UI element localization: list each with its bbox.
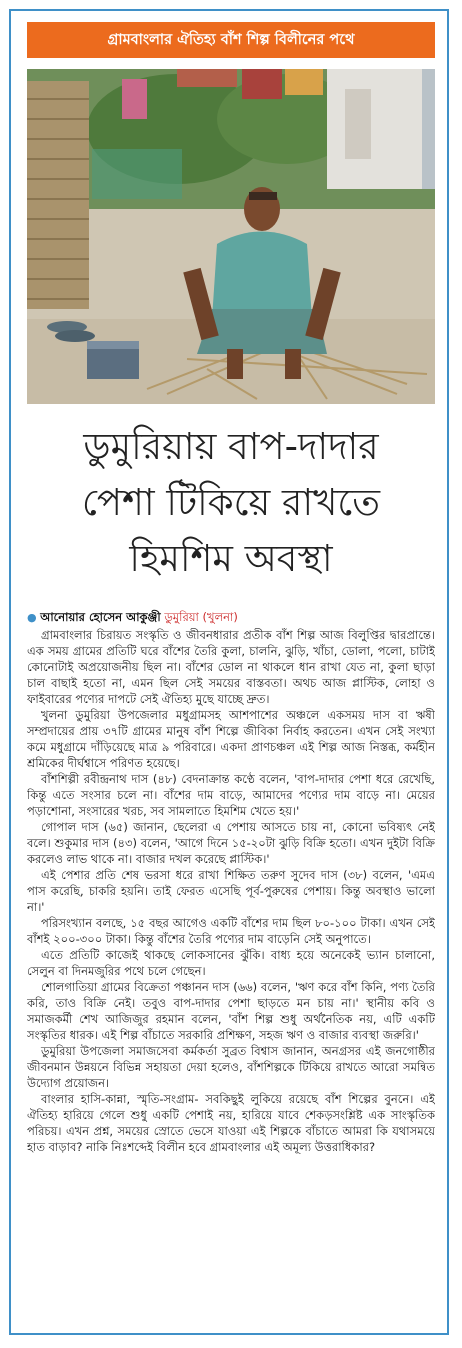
paragraph: শোলগাতিয়া গ্রামের বিক্রেতা পঞ্চানন দাস (৬৬) বলেন, 'ঋণ করে বাঁশ কিনি, পণ্য তৈরি করি, তাও বিক্রি নেই। তবুও বাপ-দাদার পেশা ছাড়তে মন চায় না।' স্থানীয় কবি ও সমাজকর্মী শেখ আজিজুর রহমান বলেন, 'বাঁশ শিল্প শুধু অর্থনৈতিক নয়, এটি একটি সংস্কৃতির ধারক। এই শিল্প বাঁচাতে সরকারি প্রশিক্ষণ, সহজ ঋণ ও বাজার ব্যবস্থা জরুরি।' (27, 980, 435, 1042)
paragraph: এই পেশার প্রতি শেষ ভরসা ধরে রাখা শিক্ষিত তরুণ সুদেব দাস (৩৮) বলেন, 'এমএ পাস করেছি, চাকরি হয়নি। তাই ফেরত এসেছি পূর্ব-পুরুষের পেশায়। কিন্তু অবস্থাও ভালো না।' (27, 868, 435, 914)
paragraph: পরিসংখ্যান বলছে, ১৫ বছর আগেও একটি বাঁশের দাম ছিল ৮০-১০০ টাকা। এখন সেই বাঁশই ২০০-৩০০ টাকা। কিন্তু বাঁশের তৈরি পণ্যের দাম বাড়েনি সেই অনুপাতে। (27, 916, 435, 946)
article-body (27, 627, 435, 1327)
article-frame (9, 9, 449, 1335)
headline-line-1: ডুমুরিয়ায় বাপ-দাদার (83, 425, 379, 468)
paragraph: বাংলার হাসি-কান্না, স্মৃতি-সংগ্রাম- সবকিছুই লুকিয়ে রয়েছে বাঁশ শিল্পের বুননে। এই ঐতিহ্য হারিয়ে গেলে শুধু একটি পেশাই নয়, হারিয়ে যাবে শেকড়সংশ্লিষ্ট এক সাংস্কৃতিক পরিচয়। এখন প্রশ্ন, সময়ের স্রোতে ভেসে যাওয়া এই শিল্পকে বাঁচাতে আমরা কি যথাসময়ে হাত বাড়াব? নাকি নিঃশব্দেই বিলীন হবে গ্রামবাংলার এই অমূল্য উত্তরাধিকার? (27, 1092, 435, 1154)
paragraph: গ্রামবাংলার চিরায়ত সংস্কৃতি ও জীবনধারার প্রতীক বাঁশ শিল্প আজ বিলুপ্তির দ্বারপ্রান্তে। এক সময় গ্রামের প্রতিটি ঘরে বাঁশের তৈরি কুলা, চালনি, ঝুড়ি, খাঁচা, ডোলা, পলো, চাটাই কোনোটাই অপ্রয়োজনীয় ছিল না। বাঁশের ডোল না থাকলে ধান রাখা যেত না, কুলা ছাড়া চাল বাছাই হতো না, এমন ছিল সেই সময়ের বাস্তবতা। অথচ আজ প্লাস্টিক, লোহা ও ফাইবারের পণ্যের দাপটে সেই ঐতিহ্য মুছে যাচ্ছে দ্রুত। (27, 628, 435, 706)
paragraph: খুলনা ডুমুরিয়া উপজেলার মধুগ্রামসহ আশপাশের অঞ্চলে একসময় দাস বা ঋষী সম্প্রদায়ের প্রায় ৩৭টি গ্রামের মানুষ বাঁশ শিল্পে জীবিকা নির্বাহ করতেন। এখন সেই সংখ্যা কমে মধুগ্রামে দাঁড়িয়েছে মাত্র ৯ পরিবারে। একদা প্রাণচঞ্চল এই শিল্প আজ নিস্তব্ধ, কর্মহীন শ্রমিকের দীর্ঘশ্বাসে পরিণত হয়েছে। (27, 708, 435, 770)
byline-place: ডুমুরিয়া (খুলনা) (164, 610, 238, 624)
paragraph: বাঁশশিল্পী রবীন্দ্রনাথ দাস (৪৮) বেদনাক্রান্ত কণ্ঠে বলেন, 'বাপ-দাদার পেশা ধরে রেখেছি, কিন্তু এতে সংসার চলে না। বাঁশের দাম বাড়ে, আমাদের পণ্যের দাম বাড়ে না। মেয়ের পড়াশোনা, সংসারের খরচ, সব সামলাতে হিমশিম খেতে হয়।' (27, 772, 435, 818)
kicker-banner: গ্রামবাংলার ঐতিহ্য বাঁশ শিল্প বিলীনের পথে (27, 22, 435, 58)
byline (27, 609, 435, 625)
headline-line-3: হিমশিম অবস্থা (129, 537, 333, 580)
byline-author: আনোয়ার হোসেন আকুঞ্জী (40, 610, 161, 624)
paragraph: এতে প্রতিটি কাজেই থাকছে লোকসানের ঝুঁকি। বাধ্য হয়ে অনেকেই ভ্যান চালানো, সেলুন বা দিনমজুরির পথে চলে গেছেন। (27, 948, 435, 978)
paragraph: গোপাল দাস (৬৫) জানান, ছেলেরা এ পেশায় আসতে চায় না, কোনো ভবিষ্যৎ নেই বলে। শুকুমার দাস (৪৩) বলেন, 'আগে দিনে ১৫-২০টা ঝুড়ি বিক্রি হতো। এখন দুইটা বিক্রি করলেও লাভ থাকে না। বাজার দখল করেছে প্লাস্টিক।' (27, 820, 435, 866)
headline-line-2: পেশা টিকিয়ে রাখতে (81, 481, 381, 524)
paragraph: ডুমুরিয়া উপজেলা সমাজসেবা কর্মকর্তা সুব্রত বিশ্বাস জানান, অনগ্রসর এই জনগোষ্ঠীর জীবনমান উন্নয়নে বিভিন্ন সহায়তা দেয়া হলেও, বাঁশশিল্পকে টিকিয়ে রাখতে আরো সমন্বিত উদ্যোগ প্রয়োজন। (27, 1044, 435, 1090)
headline (27, 419, 435, 597)
article-photo (27, 69, 435, 404)
bullet-icon: ● (27, 611, 37, 624)
